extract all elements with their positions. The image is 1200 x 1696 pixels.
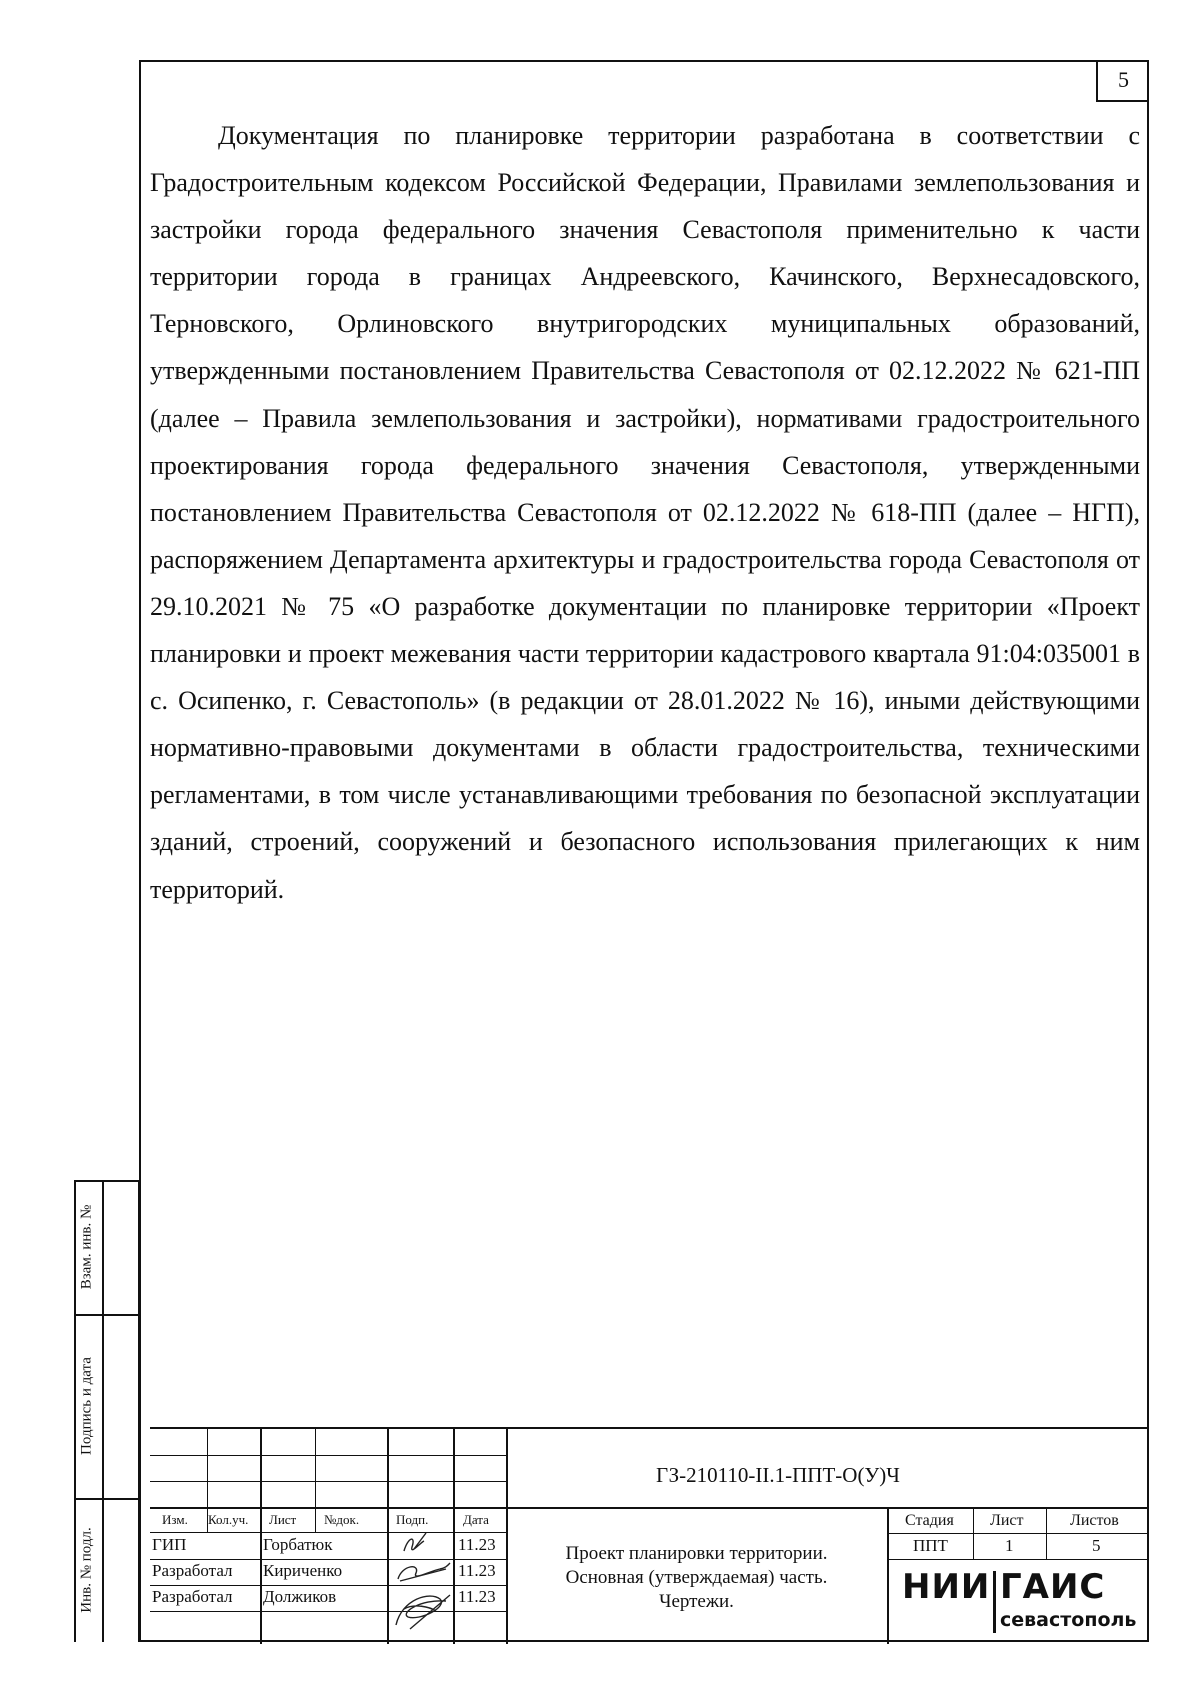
grid-line xyxy=(260,1429,262,1644)
side-stamp-top-line xyxy=(74,1180,138,1182)
signatures-graphic xyxy=(390,1529,454,1639)
header-sheet: Лист xyxy=(990,1512,1024,1529)
page-number: 5 xyxy=(1096,60,1149,102)
inv-podl-label: Инв. № подл. xyxy=(78,1527,95,1613)
body-paragraph: Документация по планировке территории разработана в соответствии с Градостроительным кодексом Российской Федерации, Правилами землепользования и застройки города федерального значения Севастополя применительно к части территории города в границах Андреевского, Качинского, Верхнесадовского, Терновского, Орлиновского внутригородских муниципальных образований, утвержденными постановлением Правительства Севастополя от 02.12.2022 № 621-ПП (далее – Правила землепользования и застройки), нормативами градостроительного проектирования города федерального значения Севастополя, утвержденными постановлением Правительства Севастополя от 02.12.2022 № 618-ПП (далее – НГП), распоряжением Департамента архитектуры и градостроительства города Севастополя от 29.10.2021 № 75 «О разработке документации по планировке территории «Проект планировки и проект межевания части территории кадастрового квартала 91:04:035001 в с. Осипенко, г. Севастополь» (в редакции от 28.01.2022 № 16), иными действующими нормативно-правовыми документами в области градостроительства, техническими регламентами, в том числе устанавливающими требования по безопасной эксплуатации зданий, строений, сооружений и безопасного использования прилегающих к ним территорий. xyxy=(150,121,1140,904)
grid-line xyxy=(506,1507,1149,1509)
value-sheets-total: 5 xyxy=(1092,1536,1101,1555)
grid-line xyxy=(887,1533,1149,1534)
date-razrabotal-2: 11.23 xyxy=(458,1587,496,1606)
date-razrabotal-1: 11.23 xyxy=(458,1561,496,1580)
side-stamp-divider xyxy=(74,1314,138,1316)
title-block xyxy=(150,1427,1149,1644)
grid-line xyxy=(887,1507,889,1644)
header-list: Лист xyxy=(269,1512,297,1527)
grid-line xyxy=(887,1559,1149,1560)
header-stadiya: Стадия xyxy=(905,1512,954,1529)
document-title xyxy=(506,1542,887,1614)
side-stamp xyxy=(74,1180,138,1642)
side-stamp-right-line xyxy=(138,1180,140,1642)
name-dolzhikov: Должиков xyxy=(263,1587,337,1606)
document-title-line: Проект планировки территории. xyxy=(565,1543,828,1564)
grid-line xyxy=(973,1507,974,1559)
signature-date-label: Подпись и дата xyxy=(78,1357,95,1455)
logo-nii: НИИ xyxy=(902,1567,991,1607)
role-gip: ГИП xyxy=(152,1535,187,1554)
vzam-inv-label: Взам. инв. № xyxy=(78,1204,95,1290)
body-text xyxy=(150,112,1140,913)
document-title-line: Основная (утверждаемая) часть. xyxy=(565,1567,828,1588)
logo-divider xyxy=(993,1571,996,1633)
role-razrabotal-2: Разработал xyxy=(152,1587,233,1606)
value-stadiya: ППТ xyxy=(913,1536,948,1555)
header-n-dok: №док. xyxy=(324,1512,360,1527)
role-razrabotal-1: Разработал xyxy=(152,1561,233,1580)
header-kol-uch: Кол.уч. xyxy=(208,1512,249,1527)
logo-gais: ГАИС xyxy=(1000,1567,1106,1607)
header-izm: Изм. xyxy=(162,1512,188,1527)
header-data: Дата xyxy=(463,1512,489,1527)
name-gorbatyuk: Горбатюк xyxy=(263,1535,333,1554)
grid-line xyxy=(1046,1507,1047,1559)
grid-line xyxy=(387,1429,389,1644)
document-code: ГЗ-210110-II.1-ППТ-О(У)Ч xyxy=(656,1463,900,1487)
side-stamp-divider xyxy=(74,1498,138,1500)
name-kirichenko: Кириченко xyxy=(263,1561,343,1580)
header-podp: Подп. xyxy=(396,1512,429,1527)
document-title-line: Чертежи. xyxy=(659,1591,734,1612)
header-sheets-total: Листов xyxy=(1070,1512,1119,1529)
date-gip: 11.23 xyxy=(458,1535,496,1554)
value-sheet: 1 xyxy=(1005,1536,1014,1555)
grid-line xyxy=(315,1429,316,1533)
logo-city: севастополь xyxy=(1000,1609,1137,1631)
